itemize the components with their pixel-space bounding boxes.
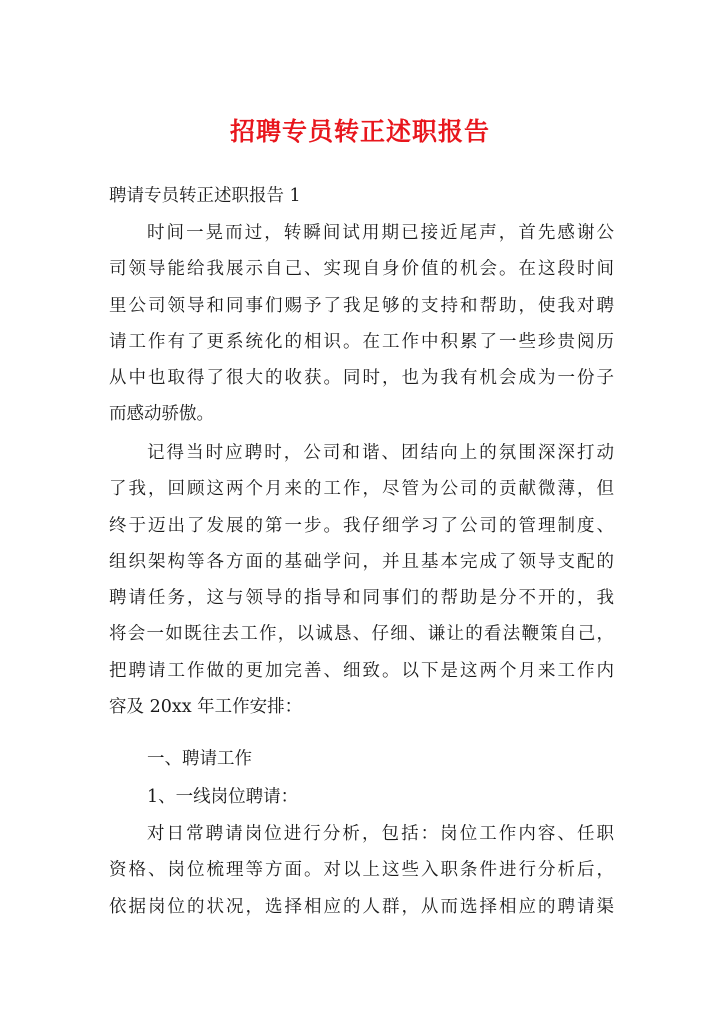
paragraph-line: 资格、岗位梳理等方面。对以上这些入职条件进行分析后， [109, 860, 614, 881]
report-subtitle: 聘请专员转正述职报告 1 [109, 186, 301, 206]
paragraph-line: 了我，回顾这两个月来的工作，尽管为公司的贡献微薄，但 [109, 479, 614, 500]
paragraph-line: 请工作有了更系统化的相识。在工作中积累了一些珍贵阅历 [109, 331, 614, 352]
paragraph-line: 时间一晃而过，转瞬间试用期已接近尾声，首先感谢公 [147, 223, 614, 243]
document-title: 招聘专员转正述职报告 [229, 117, 490, 146]
paragraph-line: 而感动骄傲。 [109, 404, 214, 425]
paragraph-line: 聘请任务，这与领导的指导和同事们的帮助是分不开的，我 [109, 588, 614, 609]
paragraph-1 [109, 215, 614, 433]
paragraph-3 [109, 816, 614, 925]
paragraph-line: 将会一如既往去工作，以诚恳、仔细、谦让的看法鞭策自己， [109, 624, 614, 645]
section-heading: 一、聘请工作 [147, 749, 252, 769]
paragraph-line: 记得当时应聘时，公司和谐、团结向上的氛围深深打动 [147, 443, 614, 463]
paragraph-line: 把聘请工作做的更加完善、细致。以下是这两个月来工作内 [109, 660, 614, 681]
paragraph-line: 组织架构等各方面的基础学问，并且基本完成了领导支配的 [109, 551, 614, 572]
paragraph-line: 容及 20xx 年工作安排： [109, 697, 303, 718]
paragraph-line: 从中也取得了很大的收获。同时，也为我有机会成为一份子 [109, 368, 614, 389]
paragraph-line: 司领导能给我展示自己、实现自身价值的机会。在这段时间 [109, 259, 614, 280]
subsection-heading: 1、一线岗位聘请： [147, 787, 299, 807]
paragraph-line: 终于迈出了发展的第一步。我仔细学习了公司的管理制度、 [109, 515, 614, 536]
paragraph-line: 里公司领导和同事们赐予了我足够的支持和帮助，使我对聘 [109, 295, 614, 316]
paragraph-line: 依据岗位的状况，选择相应的人群，从而选择相应的聘请渠 [109, 896, 614, 917]
paragraph-line: 对日常聘请岗位进行分析，包括：岗位工作内容、任职 [147, 824, 614, 844]
paragraph-2 [109, 435, 614, 725]
